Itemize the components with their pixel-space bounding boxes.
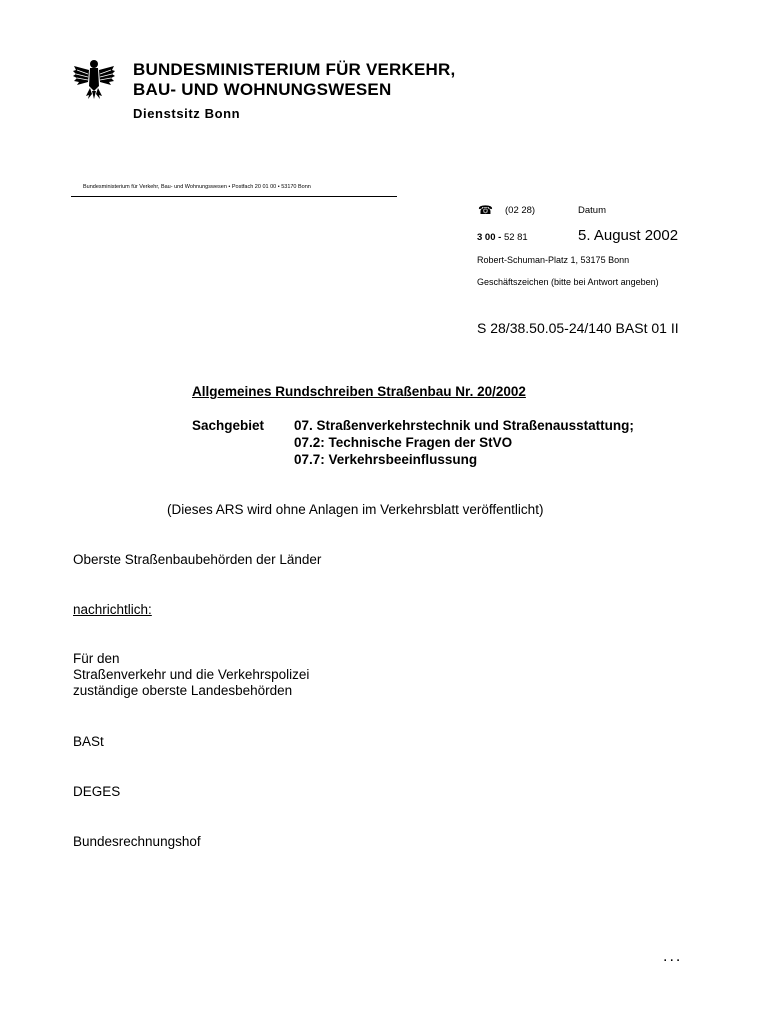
recipient-bundesrechnungshof: Bundesrechnungshof [73,834,201,849]
recipient-bast: BASt [73,734,104,749]
phone-ext-number: 52 81 [503,232,528,243]
office-location: Dienstsitz Bonn [133,106,241,121]
reference-number: S 28/38.50.05-24/140 BASt 01 II [477,320,679,336]
phone-prefix: 3 00 - [477,232,502,243]
office-address: Robert-Schuman-Platz 1, 53175 Bonn [477,255,630,265]
federal-eagle-icon [72,58,116,100]
phone-extension [477,232,528,243]
address-divider [71,196,397,197]
recipient-police-line: Straßenverkehr und die Verkehrspolizei [73,667,310,682]
publication-note: (Dieses ARS wird ohne Anlagen im Verkehrsblatt veröffentlicht) [167,502,544,517]
subject-area-line: 07.7: Verkehrsbeeinflussung [294,452,478,467]
subject-area-line: 07. Straßenverkehrstechnik und Straßenausstattung; [294,418,634,433]
reference-label: Geschäftszeichen (bitte bei Antwort angeben) [477,277,659,287]
telephone-icon: ☎ [478,203,493,217]
letter-date: 5. August 2002 [578,227,679,244]
subject-area-label: Sachgebiet [192,418,265,433]
ministry-name-line2: BAU- UND WOHNUNGSWESEN [133,80,392,99]
ministry-name-line1: BUNDESMINISTERIUM FÜR VERKEHR, [133,60,456,79]
sender-address-line: Bundesministerium für Verkehr, Bau- und Wohnungswesen • Postfach 20 01 00 • 53170 Bonn [83,184,311,190]
continuation-marker: ... [663,948,683,965]
recipient-deges: DEGES [73,784,121,799]
recipient-primary: Oberste Straßenbaubehörden der Länder [73,552,322,567]
circular-title: Allgemeines Rundschreiben Straßenbau Nr. 20/2002 [192,384,526,399]
nachrichtlich-label: nachrichtlich: [73,602,152,617]
date-label: Datum [578,205,606,216]
recipient-police-line: zuständige oberste Landesbehörden [73,683,293,698]
phone-area-code: (02 28) [505,205,536,216]
subject-area-line: 07.2: Technische Fragen der StVO [294,435,513,450]
recipient-police-line: Für den [73,651,120,666]
